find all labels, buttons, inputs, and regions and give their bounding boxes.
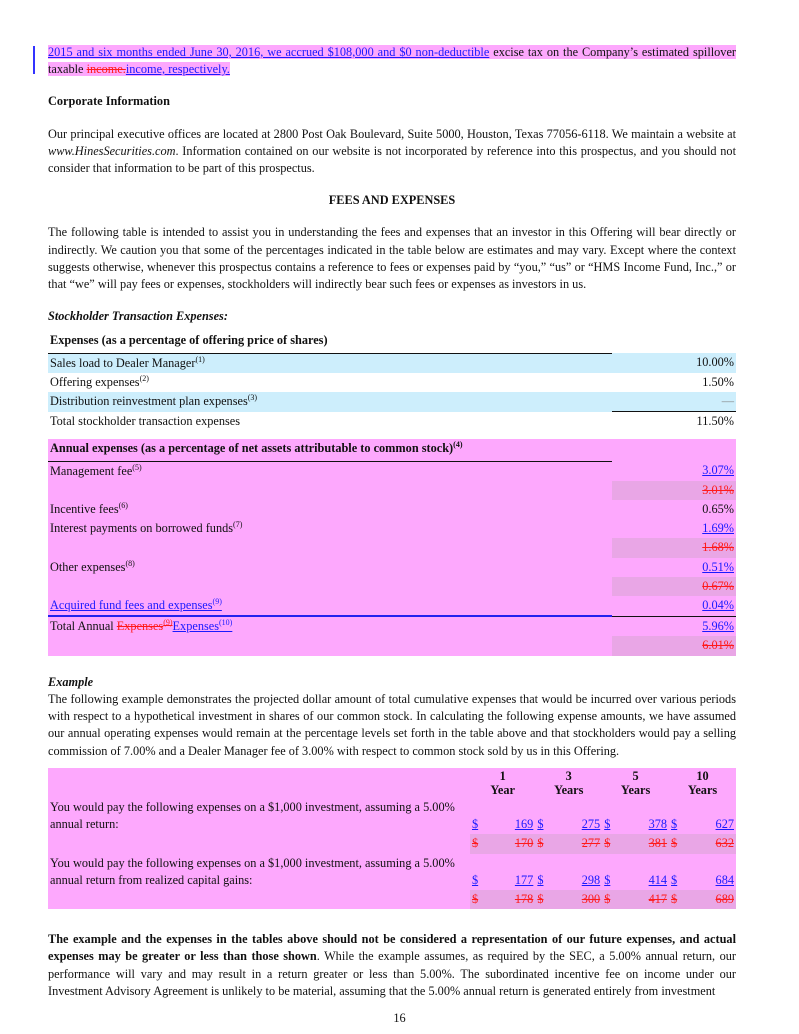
table-row: You would pay the following expenses on a $1,000 investment, assuming a 5.00% annual return: $ 169 $ 275 $ 378 $ 627	[48, 798, 736, 834]
example-heading: Example	[48, 674, 94, 689]
website-link[interactable]: www.HinesSecurities.com	[48, 143, 176, 158]
inserted-text: income, respectively.	[125, 62, 230, 77]
table-row: Offering expenses$^{(2)}$ 1.50%	[48, 373, 736, 392]
page-number: 16	[393, 1011, 406, 1025]
intro-paragraph: 2015 and six months ended June 30, 2016, we accrued $108,000 and $0 non-deductible excise tax on the Company’s estimated spillover taxable income.income, respectively.	[48, 45, 736, 77]
table-row: You would pay the following expenses on a $1,000 investment, assuming a 5.00% annual return from realized capital gains: $ 177 $ 298 $ 414 $ 684	[48, 854, 736, 890]
annual-expenses-table	[48, 439, 736, 655]
table-row: Sales load to Dealer Manager$^{(1)}$ 10.00%	[48, 353, 736, 373]
section-title: FEES AND EXPENSES	[328, 193, 456, 208]
fees-intro: The following table is intended to assist you in understanding the fees and expenses that an investor in this Offering will bear directly or indirectly. We caution you that some of the percentages indicated in the table below are estimates and may vary. Except where the context suggests otherwise, whenever this prospectus contains a reference to fees or expenses paid by “you,” “us” or “HMS Income Fund, Inc.,” or that “we” will pay fees or expenses, stockholders will indirectly bear such fees or expenses as investors in us.	[48, 225, 736, 292]
deleted-row: 3.01%	[48, 481, 736, 500]
table-row: Management fee$^{(5)}$ 3.07%	[48, 461, 736, 481]
table-row: Acquired fund fees and expenses$^{(9)}$ 0.04%	[48, 596, 736, 616]
deleted-text: income.	[86, 62, 126, 77]
example-table: 1 Year 3 Years 5 Years 10 Years You would pay the following expenses on a $1,000 investment, assuming a 5.00% annual return: $ 169 $ 275 $ 378 $ 627 $ 170 $ 277 $ 381 $ 632 You would pay the following expenses on a $1,000 investment, assuming a 5.00% annual return from realized capital gains: $ 177 $ 298 $ 414 $ 684 $ 178 $ 300 $ 417 $ 689	[48, 768, 736, 910]
deleted-row: $ 178 $ 300 $ 417 $ 689	[48, 890, 736, 909]
table-row: Interest payments on borrowed funds$^{(7)}$ 1.69%	[48, 519, 736, 538]
total-row: Total Annual Expenses$^{(9)}$Expenses$^{(10)}$ 5.96%	[48, 616, 736, 636]
change-bar	[33, 46, 35, 74]
inserted-text: 2015 and six months ended June 30, 2016, we accrued $108,000 and $0 non-deductible	[48, 45, 490, 59]
total-row: Total stockholder transaction expenses 11.50%	[48, 412, 736, 432]
table-header: Annual expenses (as a percentage of net assets attributable to common stock)$^{(4)}$	[48, 439, 612, 461]
transaction-expenses-table	[48, 331, 736, 431]
table-header: Expenses (as a percentage of offering price of shares)	[48, 331, 612, 353]
table-row: Distribution reinvestment plan expenses$^{(3)}$ —	[48, 392, 736, 412]
deleted-row: 0.67%	[48, 577, 736, 596]
table-row: Incentive fees$^{(6)}$ 0.65%	[48, 500, 736, 519]
document-page	[48, 44, 736, 1000]
deleted-row: 1.68%	[48, 538, 736, 557]
example-paragraph: The following example demonstrates the projected dollar amount of total cumulative expenses that would be incurred over various periods with respect to a hypothetical investment in shares of our common stock. In calculating the following expense amounts, we have assumed our annual operating expenses would remain at the percentage levels set forth in the table above and that stockholders would pay a selling commission of 7.00% and a Dealer Manager fee of 3.00% with respect to common stock sold by us in this Offering.	[48, 691, 736, 758]
corporate-paragraph: Our principal executive offices are located at 2800 Post Oak Boulevard, Suite 5000, Houston, Texas 77056-6118. We maintain a website at www.HinesSecurities.com. Information contained on our website is not incorporated by reference into this prospectus, and you should not consider that information to be part of this prospectus.	[48, 126, 736, 176]
deleted-row: $ 170 $ 277 $ 381 $ 632	[48, 834, 736, 853]
table-row: Other expenses$^{(8)}$ 0.51%	[48, 558, 736, 577]
corporate-heading: Corporate Information	[48, 94, 170, 109]
deleted-row: 6.01%	[48, 636, 736, 655]
stockholder-heading: Stockholder Transaction Expenses:	[48, 309, 228, 324]
closing-paragraph: The example and the expenses in the tables above should not be considered a representation of our future expenses, and actual expenses may be greater or less than those shown. While the example assumes, as required by the SEC, a 5.00% annual return, our performance will vary and may result in a return greater or less than 5.00%. The subordinated incentive fee on income under our Investment Advisory Agreement is unlikely to be material, assuming that the 5.00% annual return is generated entirely from investment	[48, 932, 736, 998]
